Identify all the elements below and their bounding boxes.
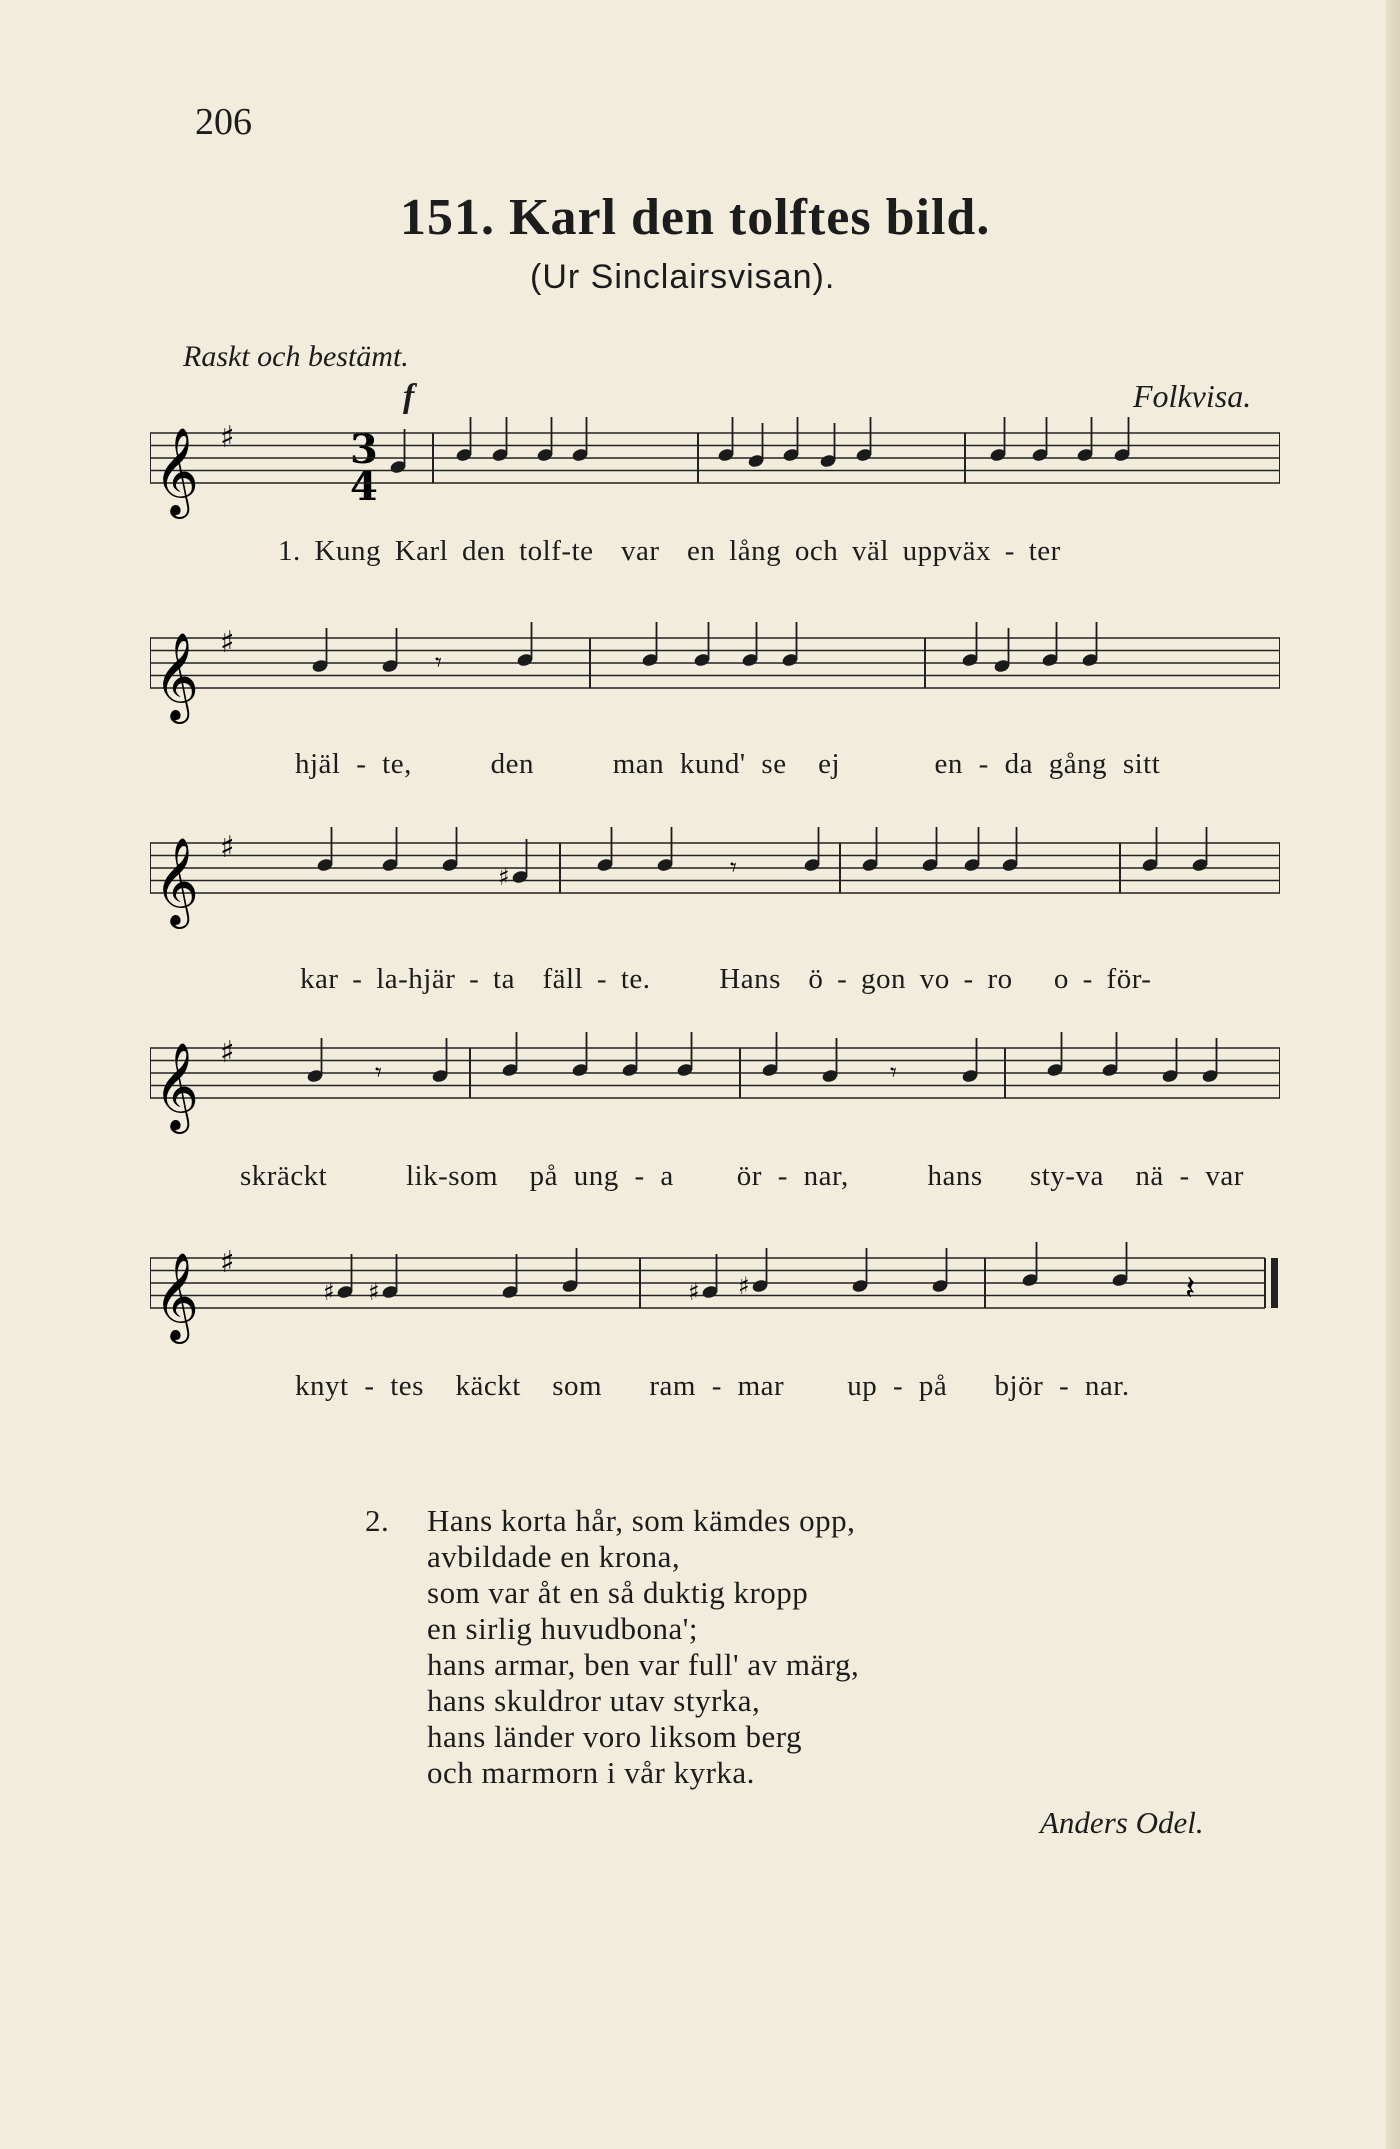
verse-lines [427, 1503, 859, 1791]
key-signature-sharp-icon: ♯ [220, 1035, 235, 1070]
treble-clef-icon: 𝄞 [154, 836, 199, 925]
song-number: 151. [400, 189, 495, 246]
music-system-4 [150, 1030, 1280, 1192]
staff-3 [150, 825, 1280, 975]
eighth-rest-icon: 𝄾 [890, 1058, 897, 1088]
verse-line: Hans korta hår, som kämdes opp, [427, 1503, 856, 1538]
sharp-accidental-icon: ♯ [368, 1278, 380, 1306]
treble-clef-icon: 𝄞 [154, 426, 199, 515]
verse-line: avbildade en krona, [427, 1539, 681, 1574]
sharp-accidental-icon: ♯ [323, 1278, 335, 1306]
verse-number: 2. [365, 1503, 390, 1538]
song-subtitle: (Ur Sinclairsvisan). [530, 258, 836, 296]
final-bar-line [1271, 1258, 1278, 1308]
page-edge [1386, 0, 1400, 2149]
song-title [400, 188, 990, 247]
lyrics-line-4: skräckt lik-som på ung - a ör - nar, hans sty-va nä - var [240, 1160, 1244, 1192]
lyrics-line-1: 1. Kung Karl den tolf-te var en lång och väl uppväx - ter [278, 535, 1061, 567]
quarter-rest-icon: 𝄽 [1185, 1268, 1196, 1309]
page-number: 206 [195, 101, 252, 143]
key-signature-sharp-icon: ♯ [220, 420, 235, 455]
eighth-rest-icon: 𝄾 [375, 1058, 382, 1088]
eighth-rest-icon: 𝄾 [730, 853, 737, 883]
staff-5 [150, 1240, 1280, 1390]
treble-clef-icon: 𝄞 [154, 1251, 199, 1340]
time-signature-bottom: 4 [350, 463, 378, 510]
treble-clef-icon: 𝄞 [154, 1041, 199, 1130]
author-credit: Anders Odel. [1040, 1805, 1204, 1840]
time-signature-top: 3 [350, 426, 378, 473]
staff-4 [150, 1030, 1280, 1180]
verse-line: hans länder voro liksom berg [427, 1719, 803, 1754]
verse-line: som var åt en så duktig kropp [427, 1575, 809, 1610]
key-signature-sharp-icon: ♯ [220, 625, 235, 660]
music-system-3 [150, 825, 1280, 995]
sharp-accidental-icon: ♯ [498, 863, 510, 891]
music-system-2 [150, 620, 1280, 780]
tempo-marking: Raskt och bestämt. [183, 340, 409, 373]
verse-line: hans skuldror utav styrka, [427, 1683, 761, 1718]
origin-label: Folkvisa. [1133, 378, 1252, 414]
key-signature-sharp-icon: ♯ [220, 830, 235, 865]
music-system-5 [150, 1240, 1280, 1402]
dynamic-marking: f [403, 378, 415, 415]
eighth-rest-icon: 𝄾 [435, 648, 442, 678]
verse-line: hans armar, ben var full' av märg, [427, 1647, 860, 1682]
treble-clef-icon: 𝄞 [154, 631, 199, 720]
sharp-accidental-icon: ♯ [738, 1272, 750, 1300]
key-signature-sharp-icon: ♯ [220, 1245, 235, 1280]
verse-line: en sirlig huvudbona'; [427, 1611, 698, 1646]
song-title-text: Karl den tolftes bild. [509, 189, 991, 246]
lyrics-line-3: kar - la-hjär - ta fäll - te. Hans ö - gon vo - ro o - för- [300, 963, 1152, 995]
verse-line: och marmorn i vår kyrka. [427, 1755, 755, 1790]
music-system-1 [150, 415, 1280, 565]
lyrics-line-2: hjäl - te, den man kund' se ej en - da gång sitt [295, 748, 1161, 780]
lyrics-line-5: knyt - tes käckt som ram - mar up - på björ - nar. [295, 1370, 1130, 1402]
sharp-accidental-icon: ♯ [688, 1278, 700, 1306]
